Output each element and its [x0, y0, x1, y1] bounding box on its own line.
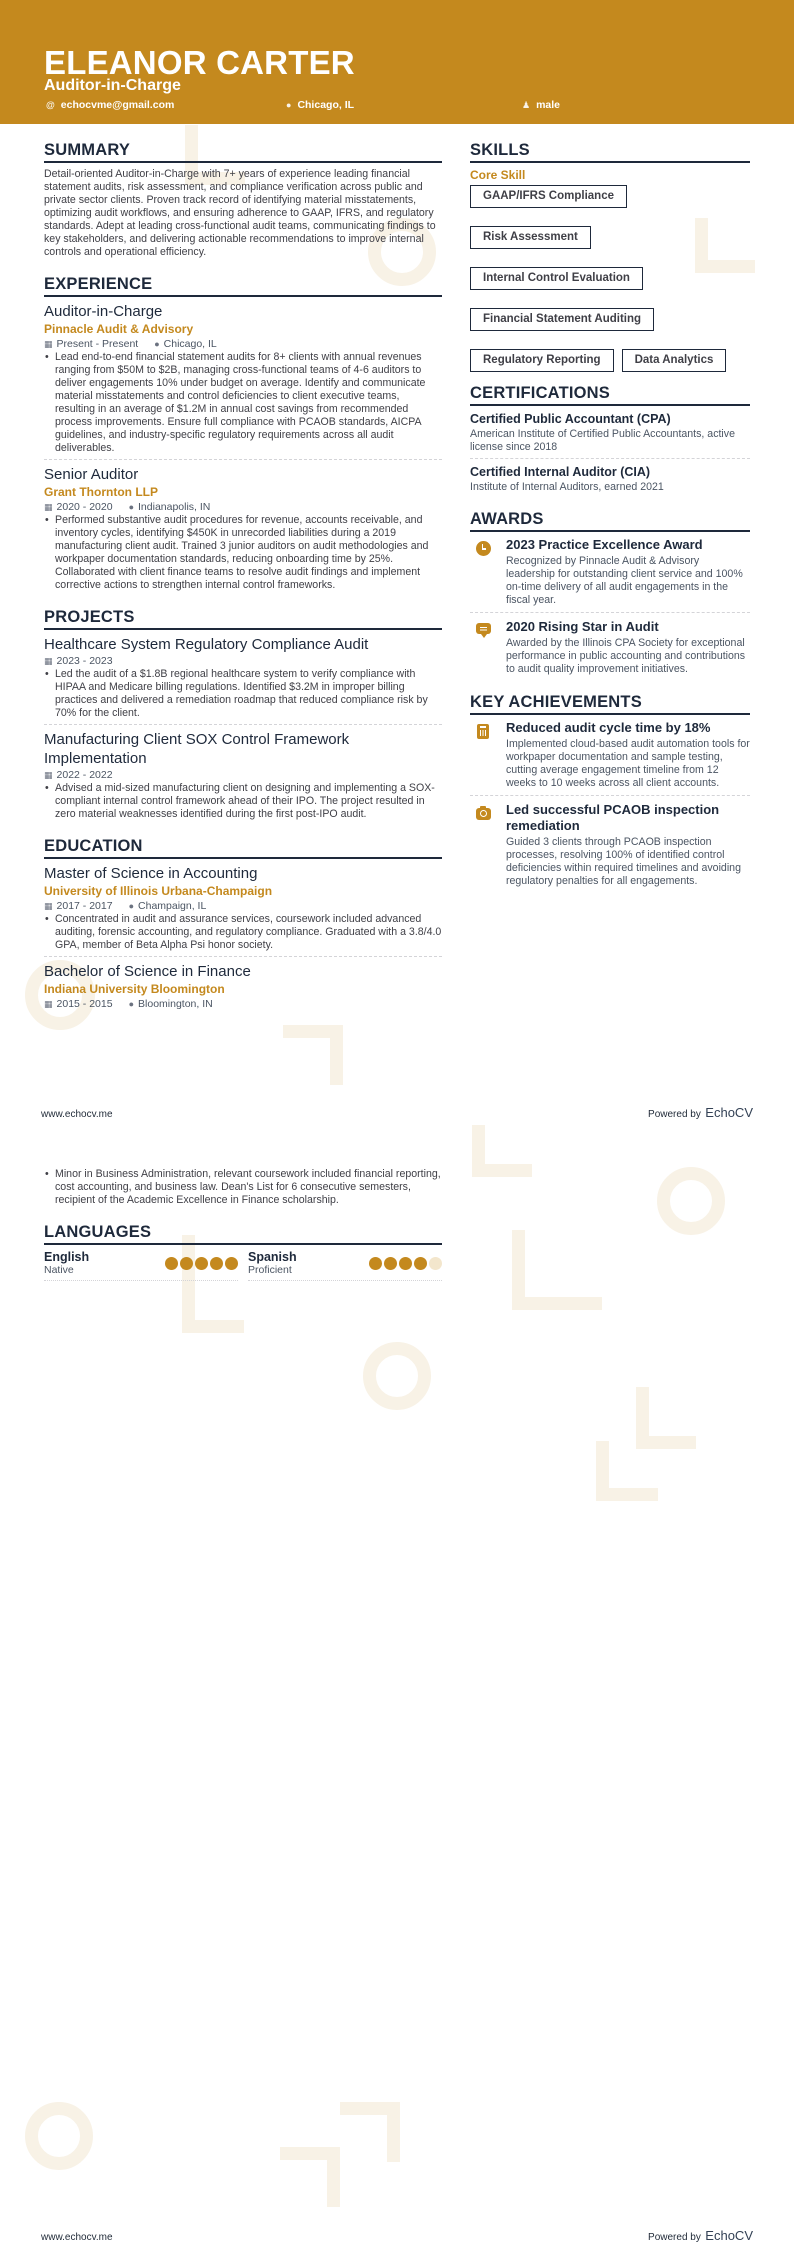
right-column — [470, 141, 750, 899]
clock-icon — [476, 541, 491, 556]
skill-tags — [470, 185, 750, 372]
entry-dates: 2020 - 2020 — [56, 501, 113, 513]
camera-icon — [476, 808, 491, 820]
calendar-icon: ▦ — [44, 339, 53, 349]
achievement-entry — [470, 720, 750, 796]
contact-email[interactable] — [46, 99, 174, 111]
entry-bullet: • Performed substantive audit procedures for revenue, accounts receivable, and inventory cycles, identifying $450K in unrecorded liabilities during a 2019 manufacturing client audit. Trained 3 junior auditors on audit methodologies and workpaper documentation standards, reducing onboarding time by 25%. Collaborated with client finance teams to resolve audit findings and implement corrective actions to strengthen internal control frameworks. — [44, 514, 442, 592]
section-title: PROJECTS — [44, 608, 442, 630]
section-title: LANGUAGES — [44, 1223, 442, 1245]
language-entry — [248, 1250, 442, 1281]
award-desc: Awarded by the Illinois CPA Society for exceptional performance in public accounting and contributions to audit quality improvement initiatives. — [506, 637, 746, 675]
section-title: SUMMARY — [44, 141, 442, 163]
skill-tag: Risk Assessment — [470, 226, 591, 249]
entry-bullet: • Led the audit of a $1.8B regional healthcare system to verify compliance with HIPAA and Medicare billing regulations. Identified $3.2M in improper billing practices and delivered a remediation roadmap that reduced compliance risk by 70% for the client. — [44, 668, 442, 720]
project-entry — [44, 730, 442, 825]
person-icon: ♟ — [522, 99, 531, 110]
decorative-shape — [512, 1230, 602, 1310]
left-column — [44, 141, 442, 1020]
left-column-continued — [44, 1168, 442, 1281]
certification-title: Certified Internal Auditor (CIA) — [470, 465, 651, 479]
entry-dates: 2015 - 2015 — [56, 998, 113, 1010]
section-title: EXPERIENCE — [44, 275, 442, 297]
entry-dates: 2023 - 2023 — [56, 655, 113, 667]
achievement-desc: Implemented cloud-based audit automation tools for workpaper documentation and sample testing, cutting average engagement timeline from 12 weeks to 10 weeks across all client accounts. — [506, 738, 750, 789]
candidate-role: Auditor-in-Charge — [44, 77, 181, 94]
entry-location: Chicago, IL — [163, 338, 217, 350]
language-level: Native — [44, 1264, 74, 1276]
experience-section — [44, 275, 442, 596]
contact-gender — [522, 99, 560, 111]
proficiency-dots — [165, 1257, 238, 1270]
proficiency-dots — [369, 1257, 442, 1270]
section-title: EDUCATION — [44, 837, 442, 859]
entry-meta — [44, 654, 442, 668]
location-pin-icon: ● — [128, 999, 135, 1009]
achievements-section — [470, 693, 750, 893]
entry-bullet: • Concentrated in audit and assurance services, coursework included advanced auditing, forensic accounting, and regulatory compliance. Graduated with a 3.8/4.0 GPA, member of Beta Alpha Psi honor society. — [44, 913, 442, 952]
dot-filled — [414, 1257, 427, 1270]
skill-tag: Regulatory Reporting — [470, 349, 614, 372]
entry-meta — [44, 337, 442, 351]
skill-tag: Financial Statement Auditing — [470, 308, 654, 331]
certification-title: Certified Public Accountant (CPA) — [470, 412, 671, 426]
achievement-title: Led successful PCAOB inspection remediation — [506, 802, 720, 833]
brand-name: EchoCV — [705, 1105, 753, 1120]
award-desc: Recognized by Pinnacle Audit & Advisory leadership for outstanding client service and 100% on-time delivery of all audit engagements in the fiscal year. — [506, 555, 743, 606]
powered-by: Powered by EchoCV — [648, 2228, 753, 2243]
project-entry — [44, 635, 442, 725]
calculator-icon — [477, 724, 489, 739]
entry-dates: 2022 - 2022 — [56, 769, 113, 781]
page-footer — [41, 2227, 753, 2245]
entry-bullet: • Lead end-to-end financial statement audits for 8+ clients with annual revenues ranging from $50M to $2B, managing cross-functional teams of 4-6 auditors to deliver engagements 10% under budget on average. Identify and communicate material misstatements and control deficiencies to client executive teams, resulting in an average of $1.2M in annual cost savings from recommended process improvements. Ensure full compliance with PCAOB standards, AICPA guidelines, and industry-specific regulatory requirements across all audit deliverables. — [44, 351, 442, 455]
location-pin-icon: ● — [154, 339, 160, 349]
job-title: Auditor-in-Charge — [44, 303, 163, 320]
email-text: echocvme@gmail.com — [60, 99, 175, 111]
company-name: Pinnacle Audit & Advisory — [44, 322, 194, 336]
certifications-section — [470, 384, 750, 498]
location-pin-icon: ● — [286, 100, 292, 110]
footer-site-link[interactable]: www.echocv.me — [41, 2232, 113, 2243]
school-name: University of Illinois Urbana-Champaign — [44, 884, 273, 898]
brand-name: EchoCV — [705, 2228, 753, 2243]
section-title: KEY ACHIEVEMENTS — [470, 693, 750, 715]
dot-filled — [369, 1257, 382, 1270]
chat-icon — [476, 623, 491, 634]
location-pin-icon: ● — [128, 901, 135, 911]
education-section — [44, 837, 442, 1015]
decorative-shape — [280, 2147, 340, 2207]
dot-empty — [429, 1257, 442, 1270]
resume-header — [0, 0, 794, 124]
language-level: Proficient — [248, 1264, 292, 1276]
summary-section — [44, 141, 442, 259]
school-name: Indiana University Bloomington — [44, 982, 225, 996]
award-entry — [470, 537, 750, 613]
decorative-shape — [596, 1441, 658, 1501]
decorative-shape — [363, 1342, 431, 1410]
skill-tag: Data Analytics — [622, 349, 727, 372]
award-title: 2023 Practice Excellence Award — [506, 537, 703, 552]
entry-bullet: • Minor in Business Administration, relevant coursework included financial reporting, cost accounting, and business law. Dean's List for 6 consecutive semesters, recipient of the Academic Excellence in Finance scholarship. — [44, 1168, 442, 1207]
section-title: SKILLS — [470, 141, 750, 163]
experience-entry — [44, 465, 442, 596]
entry-location: Champaign, IL — [138, 900, 207, 912]
certification-entry — [470, 411, 750, 459]
certification-entry — [470, 464, 750, 498]
dot-filled — [195, 1257, 208, 1270]
entry-bullet: • Advised a mid-sized manufacturing client on designing and implementing a SOX-compliant internal control framework ahead of their IPO. The project resulted in zero material weaknesses identified during the first post-IPO audit. — [44, 782, 442, 821]
location-text: Chicago, IL — [297, 99, 355, 111]
project-title: Manufacturing Client SOX Control Framework Implementation — [44, 731, 350, 767]
dot-filled — [384, 1257, 397, 1270]
entry-meta — [44, 768, 442, 782]
achievement-title: Reduced audit cycle time by 18% — [506, 720, 711, 735]
footer-site-link[interactable]: www.echocv.me — [41, 1109, 113, 1120]
gender-text: male — [536, 99, 561, 111]
achievement-desc: Guided 3 clients through PCAOB inspection processes, resolving 100% of identified control deficiencies within required timelines and avoiding regulatory penalties for all engagements. — [506, 836, 741, 887]
languages-section — [44, 1223, 442, 1281]
education-entry — [44, 864, 442, 957]
section-title: CERTIFICATIONS — [470, 384, 750, 406]
entry-location: Indianapolis, IN — [138, 501, 211, 513]
dot-filled — [210, 1257, 223, 1270]
certification-desc: Institute of Internal Auditors, earned 2021 — [470, 481, 664, 493]
language-entry — [44, 1250, 238, 1281]
achievement-entry — [470, 802, 750, 893]
entry-meta — [44, 997, 442, 1011]
at-icon: @ — [46, 100, 55, 110]
decorative-shape — [283, 1025, 343, 1085]
entry-meta — [44, 500, 442, 514]
job-title: Senior Auditor — [44, 466, 139, 483]
dot-filled — [165, 1257, 178, 1270]
summary-text: Detail-oriented Auditor-in-Charge with 7+ years of experience leading financial statement audits, risk assessment, and compliance verification across public and private sector clients. Proven track record of identifying material misstatements, optimizing audit workflows, and ensuring adherence to GAAP, IFRS, and regulatory standards. Adept at leading cross-functional audit teams, communicating findings to key stakeholders, and delivering actionable recommendations to improve internal controls and operational efficiency. — [44, 168, 436, 258]
dot-filled — [399, 1257, 412, 1270]
skill-tag: GAAP/IFRS Compliance — [470, 185, 627, 208]
candidate-name: ELEANOR CARTER — [44, 44, 355, 81]
decorative-shape — [657, 1167, 725, 1235]
entry-meta — [44, 899, 442, 913]
calendar-icon: ▦ — [44, 770, 53, 780]
skill-category: Core Skill — [470, 168, 526, 182]
experience-entry — [44, 302, 442, 460]
education-entry — [44, 962, 442, 1015]
skill-tag: Internal Control Evaluation — [470, 267, 643, 290]
certification-desc: American Institute of Certified Public Accountants, active license since 2018 — [470, 428, 735, 453]
decorative-shape — [636, 1387, 696, 1449]
dot-filled — [180, 1257, 193, 1270]
calendar-icon: ▦ — [44, 502, 53, 512]
entry-dates: 2017 - 2017 — [56, 900, 113, 912]
powered-by: Powered by EchoCV — [648, 1105, 753, 1120]
entry-location: Bloomington, IN — [138, 998, 213, 1010]
entry-dates: Present - Present — [56, 338, 139, 350]
language-name: Spanish — [248, 1250, 297, 1264]
award-entry — [470, 619, 750, 681]
dot-filled — [225, 1257, 238, 1270]
degree-title: Bachelor of Science in Finance — [44, 963, 251, 980]
calendar-icon: ▦ — [44, 901, 53, 911]
section-title: AWARDS — [470, 510, 750, 532]
degree-title: Master of Science in Accounting — [44, 865, 258, 882]
projects-section — [44, 608, 442, 825]
project-title: Healthcare System Regulatory Compliance Audit — [44, 636, 369, 653]
decorative-shape — [340, 2102, 400, 2162]
language-name: English — [44, 1250, 90, 1264]
award-title: 2020 Rising Star in Audit — [506, 619, 659, 634]
calendar-icon: ▦ — [44, 999, 53, 1009]
contact-location — [286, 99, 354, 111]
page-footer — [41, 1104, 753, 1122]
location-pin-icon: ● — [128, 502, 135, 512]
skills-section — [470, 141, 750, 372]
awards-section — [470, 510, 750, 681]
decorative-shape — [472, 1125, 532, 1177]
company-name: Grant Thornton LLP — [44, 485, 158, 499]
decorative-shape — [25, 2102, 93, 2170]
calendar-icon: ▦ — [44, 656, 53, 666]
